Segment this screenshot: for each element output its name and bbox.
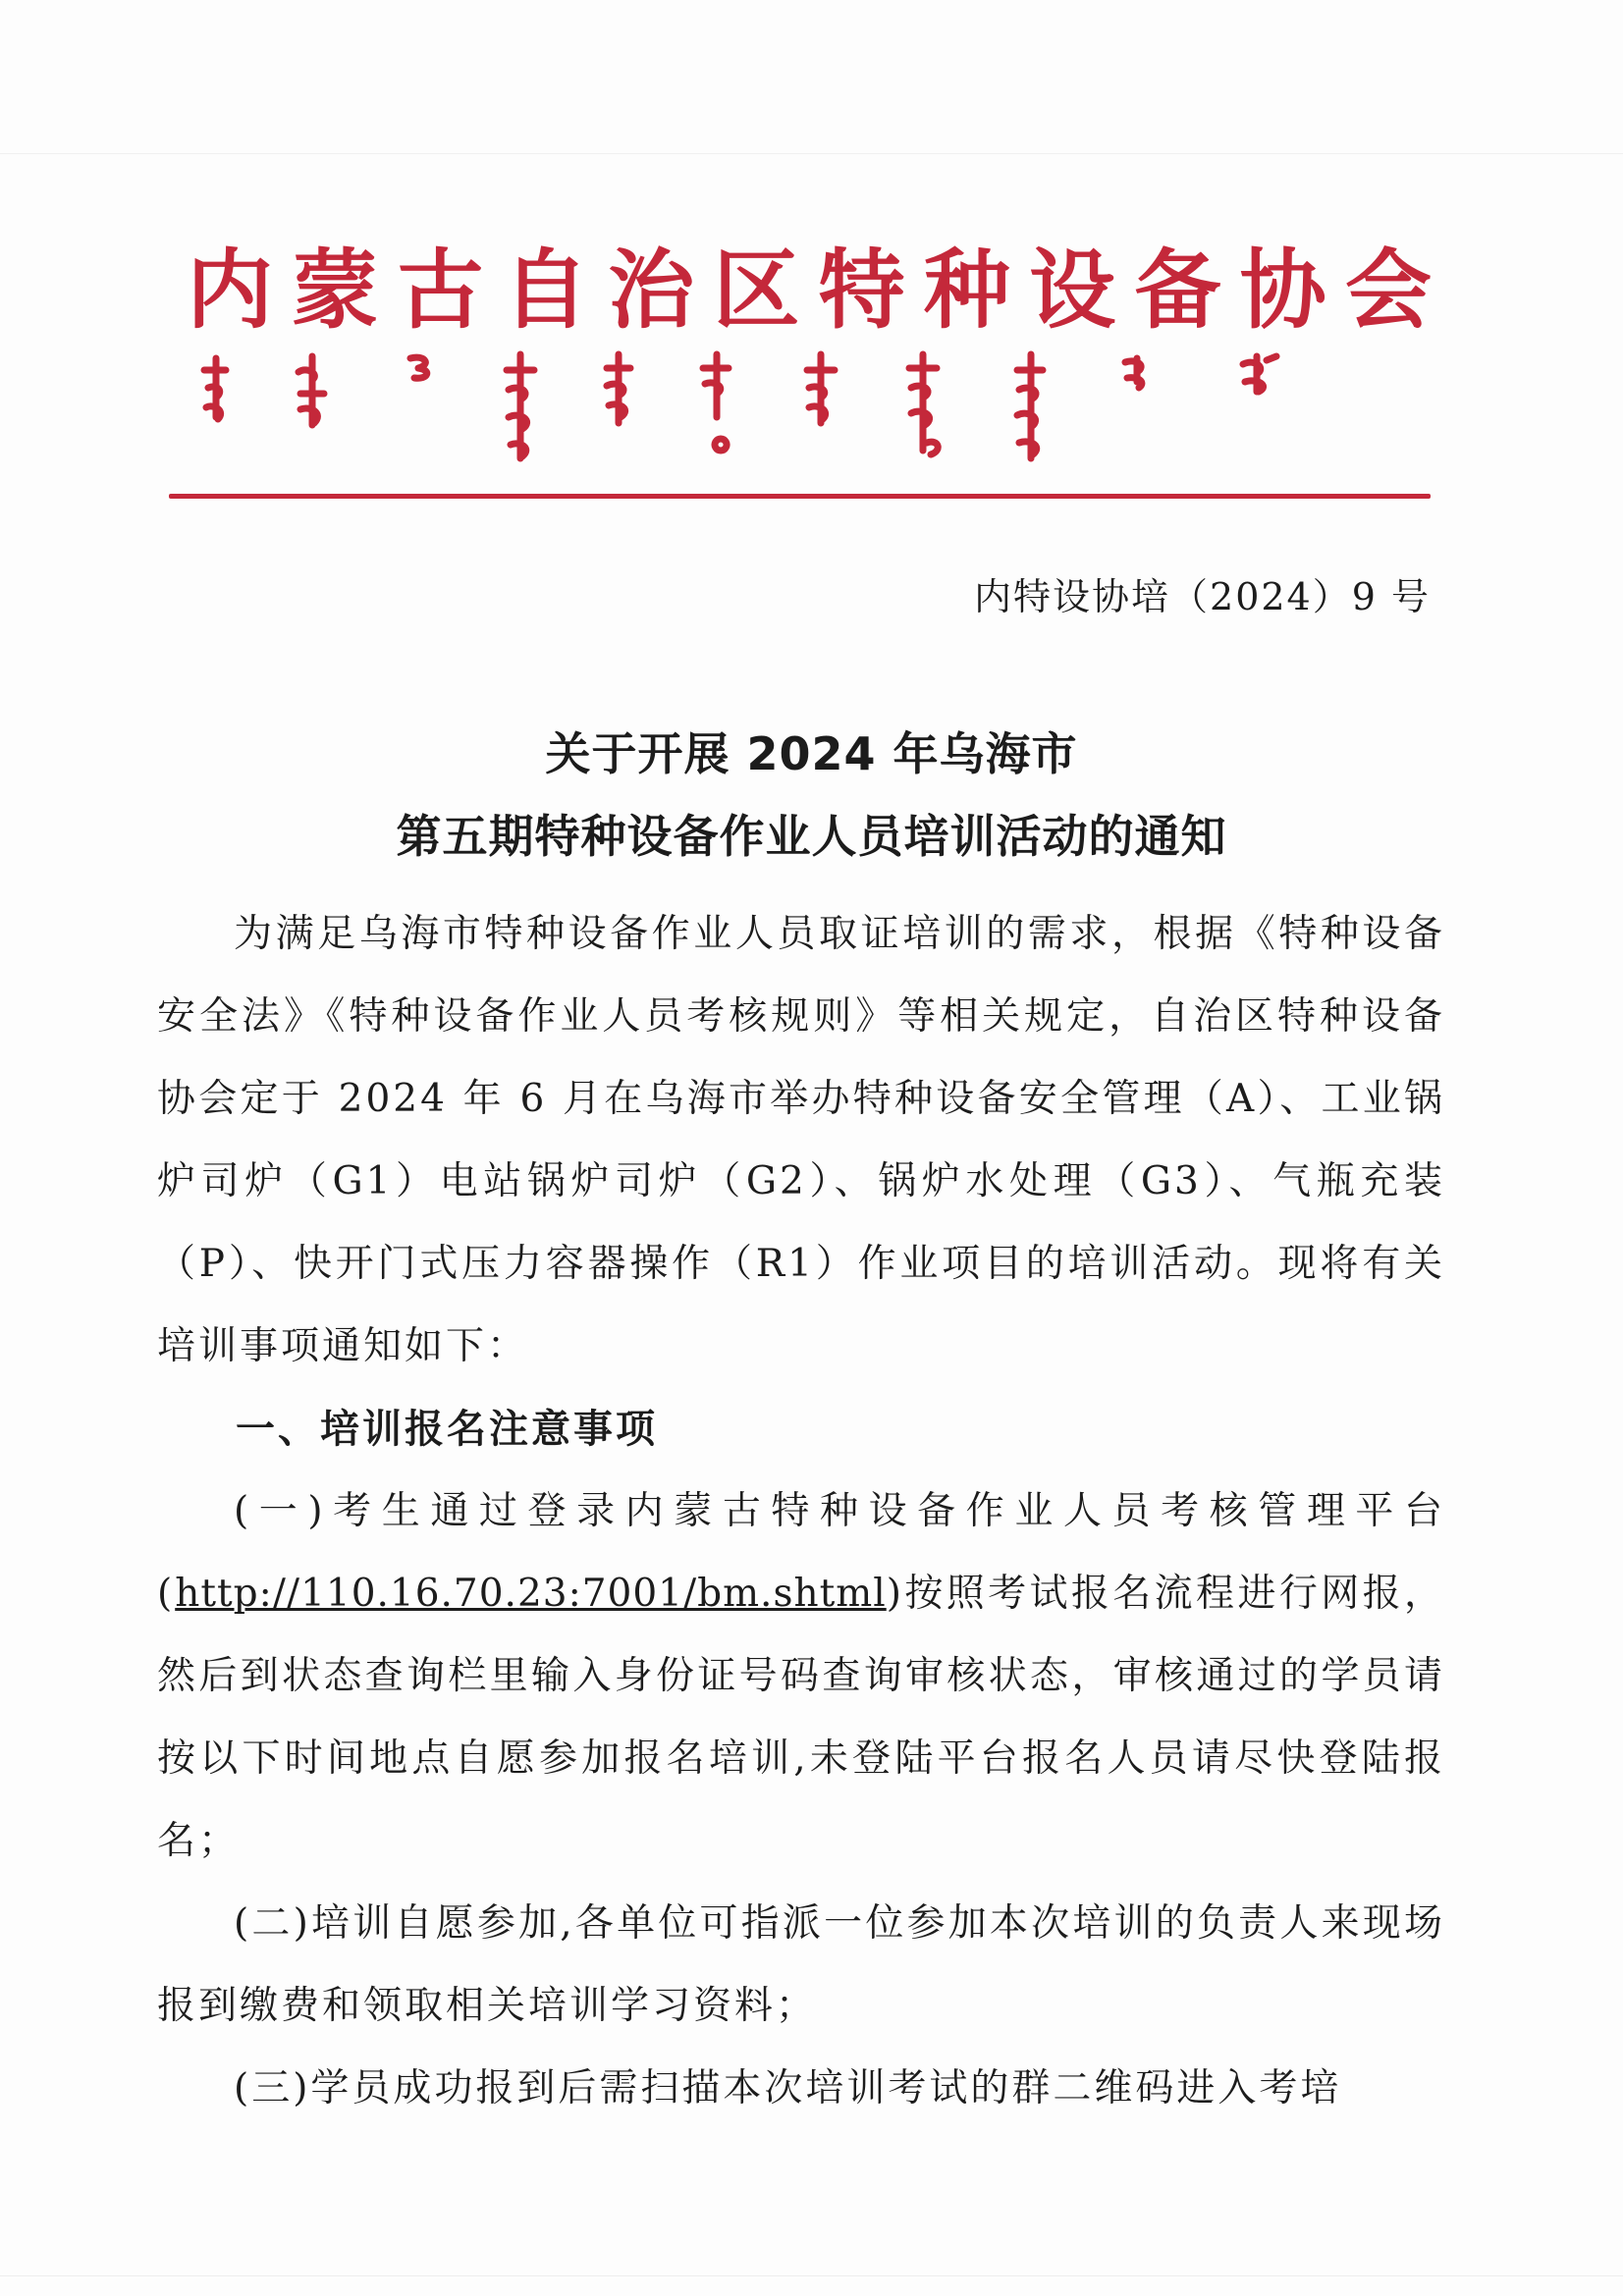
- letterhead-org-name: 内蒙古自治区特种设备协会: [187, 239, 1434, 341]
- document-number: 内特设协培（2024）9 号: [974, 575, 1431, 618]
- item-1-text-after-link: )按照考试报名流程进行网报，然后到状态查询栏里输入身份证号码查询审核状态，审核通过的学员请按以下时间地点自愿参加报名培训,未登陆平台报名人员请尽快登陆报名；: [157, 1572, 1445, 1863]
- mongolian-script-graphic: [196, 348, 1414, 466]
- scan-edge: [0, 153, 1623, 154]
- intro-paragraph: 为满足乌海市特种设备作业人员取证培训的需求，根据《特种设备安全法》《特种设备作业人员考核规则》等相关规定，自治区特种设备协会定于 2024 年 6 月在乌海市举办特种设备安全管理（A）、工业锅炉司炉（G1）电站锅炉司炉（G2）、锅炉水处理（G3）、气瓶充装（P）、快开门式压力容器操作（R1）作业项目的培训活动。现将有关培训事项通知如下：: [157, 912, 1445, 1368]
- letterhead-mongolian-script: [196, 348, 1414, 466]
- scan-edge: [0, 2275, 1623, 2276]
- registration-platform-link[interactable]: http://110.16.70.23:7001/bm.shtml: [175, 1572, 887, 1616]
- item-3-paragraph: (三)学员成功报到后需扫描本次培训考试的群二维码进入考培: [234, 2066, 1342, 2110]
- document-body: [157, 893, 1445, 2130]
- letterhead-red-rule: [169, 494, 1431, 499]
- item-2-paragraph: (二)培训自愿参加,各单位可指派一位参加本次培训的负责人来现场报到缴费和领取相关培训学习资料；: [157, 1901, 1445, 2028]
- document-title-line-1: 关于开展 2024 年乌海市: [545, 727, 1078, 780]
- item-1-paragraph: [157, 1470, 1445, 1883]
- document-title-line-2: 第五期特种设备作业人员培训活动的通知: [396, 810, 1227, 863]
- item-1-text-before-link: (一)考生通过登录内蒙古特种设备作业人员考核管理平台(: [157, 1489, 1445, 1616]
- section-heading-registration: 一、培训报名注意事项: [236, 1407, 658, 1452]
